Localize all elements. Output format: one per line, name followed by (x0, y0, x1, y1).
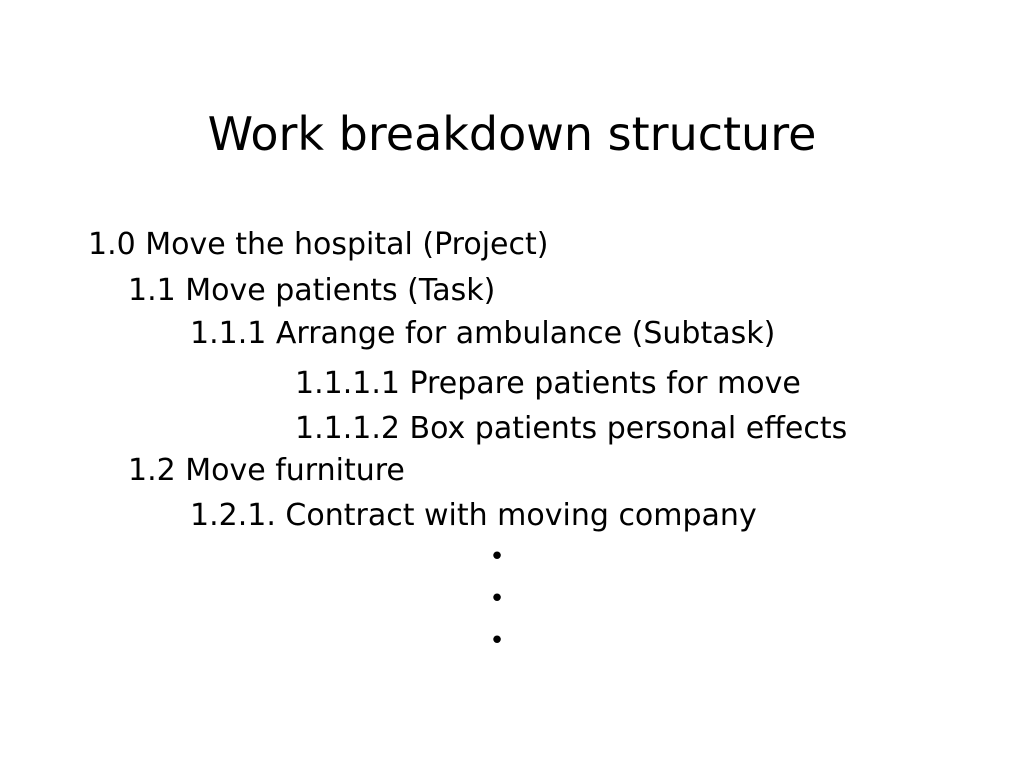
wbs-item-task-1-1: 1.1 Move patients (Task) (128, 273, 496, 308)
wbs-item-project: 1.0 Move the hospital (Project) (88, 227, 549, 262)
ellipsis-bullet-2: • (489, 584, 505, 614)
ellipsis-bullet-3: • (489, 626, 505, 656)
wbs-item-task-1-2: 1.2 Move furniture (128, 453, 405, 488)
wbs-item-1-1-1-1: 1.1.1.1 Prepare patients for move (295, 366, 801, 401)
wbs-item-1-1-1-2: 1.1.1.2 Box patients personal effects (295, 411, 848, 446)
slide-title: Work breakdown structure (207, 107, 817, 161)
wbs-item-subtask-1-1-1: 1.1.1 Arrange for ambulance (Subtask) (190, 316, 776, 351)
wbs-item-subtask-1-2-1: 1.2.1. Contract with moving company (190, 498, 757, 533)
ellipsis-bullet-1: • (489, 542, 505, 572)
